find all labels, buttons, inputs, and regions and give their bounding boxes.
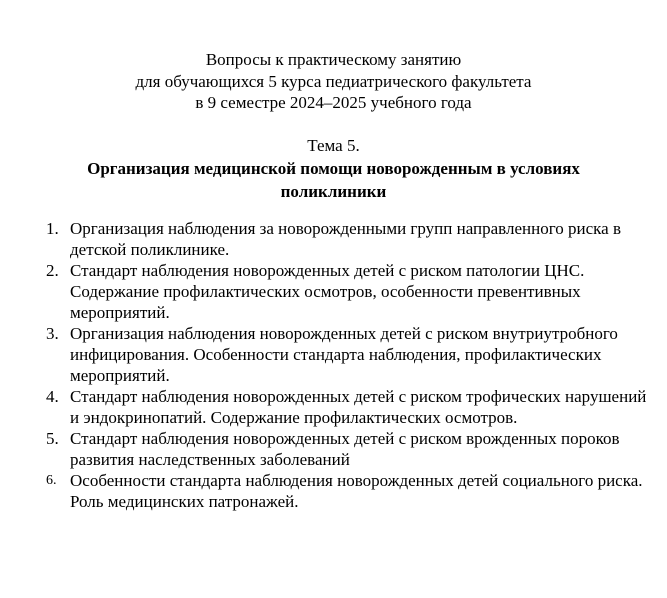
topic-title: Организация медицинской помощи новорожденным в условиях поликлиники: [87, 159, 580, 201]
question-item-4: [0, 386, 650, 428]
question-list: [0, 218, 667, 512]
document-header: [0, 49, 667, 114]
header-line-2: для обучающихся 5 курса педиатрического факультета: [135, 71, 532, 91]
question-number: 2.: [46, 261, 59, 280]
question-number: 3.: [46, 324, 59, 343]
topic-label: Тема 5.: [307, 136, 360, 155]
question-text: Организация наблюдения за новорожденными групп направленного риска в детской поликлинике.: [70, 219, 621, 259]
question-item-2: [0, 260, 650, 323]
question-text: Стандарт наблюдения новорожденных детей с риском врожденных пороков развития наследственных заболеваний: [70, 429, 620, 469]
question-item-1: [0, 218, 650, 260]
question-text: Организация наблюдения новорожденных детей с риском внутриутробного инфицирования. Особенности стандарта наблюдения, профилактических мероприятий.: [70, 324, 618, 385]
question-text: Стандарт наблюдения новорожденных детей с риском патологии ЦНС. Содержание профилактических осмотров, особенности превентивных мероприятий.: [70, 261, 585, 322]
question-text: Стандарт наблюдения новорожденных детей с риском трофических нарушений и эндокринопатий. Содержание профилактических осмотров.: [70, 387, 647, 427]
question-text: Особенности стандарта наблюдения новорожденных детей социального риска. Роль медицинских патронажей.: [70, 471, 643, 511]
question-item-5: [0, 428, 650, 470]
header-line-3: в 9 семестре 2024–2025 учебного года: [195, 93, 472, 112]
header-line-1: Вопросы к практическому занятию: [205, 50, 462, 69]
question-number: 4.: [46, 387, 59, 406]
question-number: 6.: [46, 473, 57, 488]
question-item-6: [0, 470, 650, 512]
question-number: 5.: [46, 429, 59, 448]
question-number: 1.: [46, 219, 59, 238]
question-item-3: [0, 323, 650, 386]
